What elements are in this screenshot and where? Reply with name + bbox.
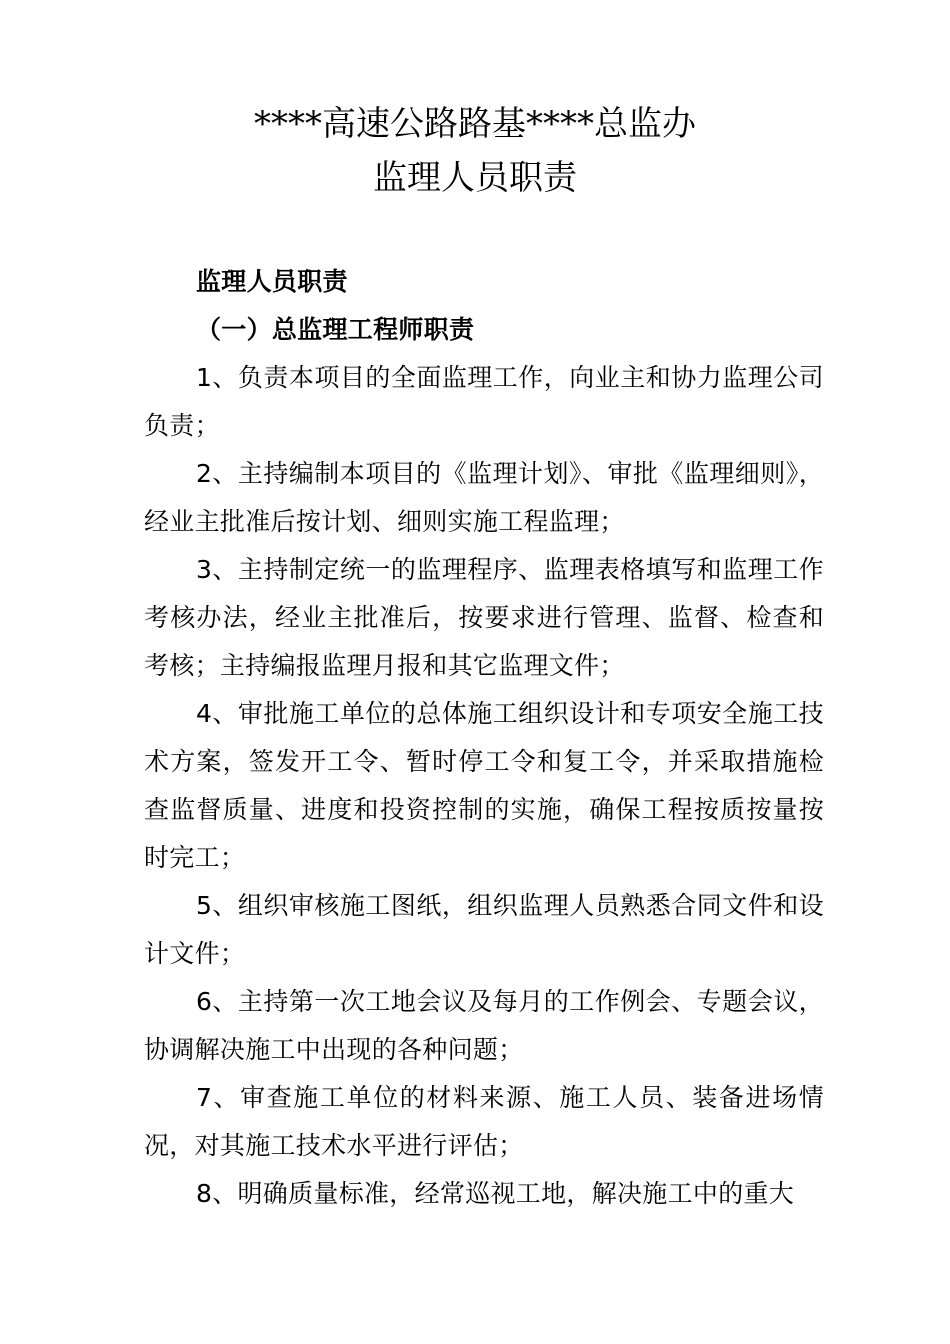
paragraph-4: 4、审批施工单位的总体施工组织设计和专项安全施工技术方案，签发开工令、暂时停工令和复工令，并采取措施检查监督质量、进度和投资控制的实施，确保工程按质按量按时完工； — [144, 699, 824, 872]
paragraph-2: 2、主持编制本项目的《监理计划》、审批《监理细则》，经业主批准后按计划、细则实施工程监理； — [144, 459, 824, 536]
paragraph-6: 6、主持第一次工地会议及每月的工作例会、专题会议，协调解决施工中出现的各种问题； — [144, 987, 824, 1064]
paragraph-1: 1、负责本项目的全面监理工作，向业主和协力监理公司负责； — [144, 363, 824, 440]
document-subtitle: 监理人员职责 — [373, 158, 577, 198]
paragraph-7: 7、审查施工单位的材料来源、施工人员、装备进场情况，对其施工技术水平进行评估； — [144, 1083, 824, 1160]
paragraph-8: 8、明确质量标准，经常巡视工地，解决施工中的重大 — [196, 1179, 795, 1208]
document-title: ****高速公路路基****总监办 — [254, 104, 696, 144]
section-heading: 监理人员职责 — [196, 267, 348, 296]
paragraph-5: 5、组织审核施工图纸，组织监理人员熟悉合同文件和设计文件； — [144, 891, 824, 968]
subsection-heading: （一）总监理工程师职责 — [196, 315, 475, 344]
paragraph-3: 3、主持制定统一的监理程序、监理表格填写和监理工作考核办法，经业主批准后，按要求进行管理、监督、检查和考核；主持编报监理月报和其它监理文件； — [144, 555, 824, 680]
document-body — [144, 258, 824, 1218]
